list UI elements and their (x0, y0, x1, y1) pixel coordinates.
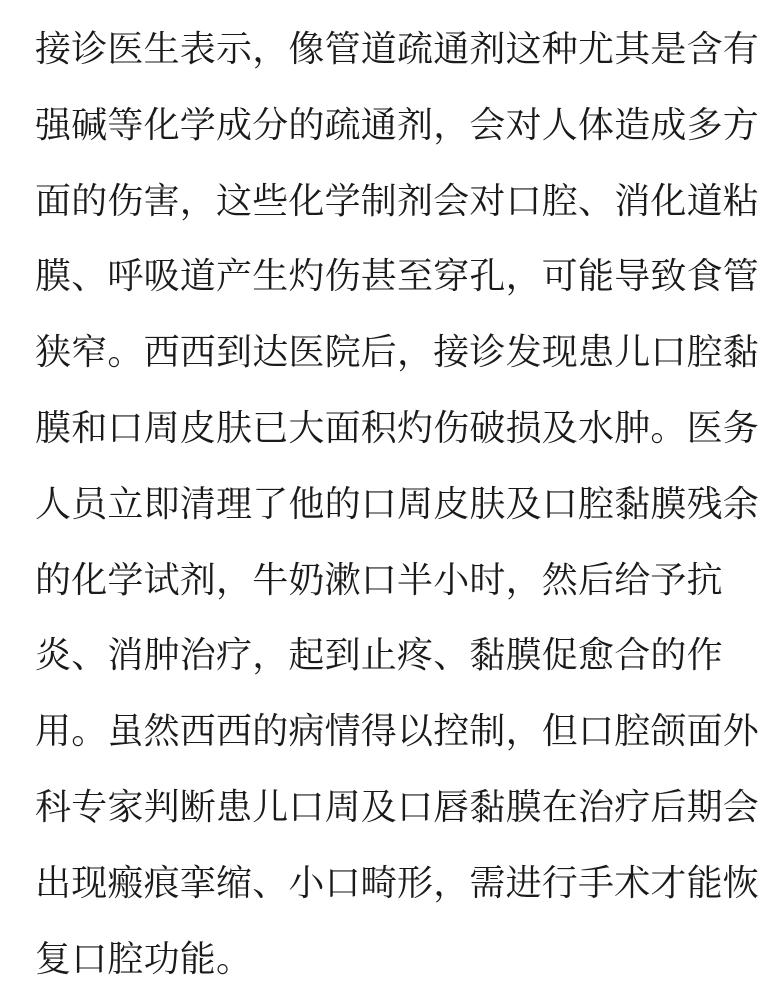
article-line: 复口腔功能。 (35, 938, 253, 980)
article-line: 科专家判断患儿口周及口唇黏膜在治疗后期会 (35, 786, 760, 828)
article-line: 用。虽然西西的病情得以控制，但口腔颌面外 (35, 711, 760, 753)
article-line: 狭窄。西西到达医院后，接诊发现患儿口腔黏 (35, 332, 760, 374)
article-line: 接诊医生表示，像管道疏通剂这种尤其是含有 (35, 29, 760, 70)
article-line: 出现瘢痕挛缩、小口畸形，需进行手术才能恢 (35, 862, 760, 904)
article-line: 膜、呼吸道产生灼伤甚至穿孔，可能导致食管 (35, 256, 760, 298)
article-line: 的化学试剂，牛奶漱口半小时，然后给予抗 (35, 559, 723, 601)
article-line: 炎、消肿治疗，起到止疼、黏膜促愈合的作 (35, 635, 723, 677)
article-line: 强碱等化学成分的疏通剂，会对人体造成多方 (35, 104, 760, 146)
article-line: 人员立即清理了他的口周皮肤及口腔黏膜残余 (35, 483, 760, 525)
article-body (35, 12, 765, 997)
article-line: 膜和口周皮肤已大面积灼伤破损及水肿。医务 (35, 407, 760, 449)
article-line: 面的伤害，这些化学制剂会对口腔、消化道粘 (35, 180, 760, 222)
